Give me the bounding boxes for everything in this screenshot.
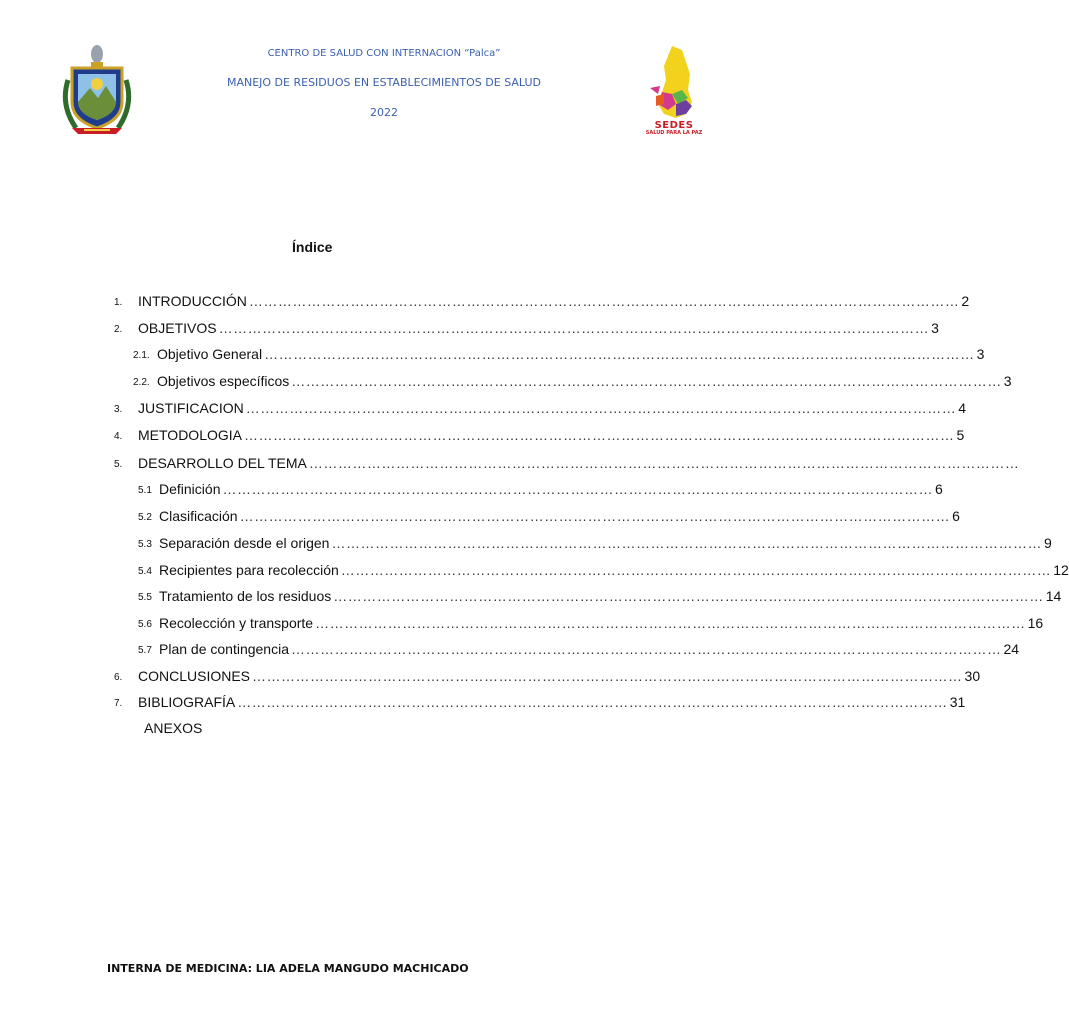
toc-page: 12 bbox=[1053, 562, 1069, 578]
toc-label: Clasificación bbox=[159, 508, 238, 524]
toc-label: Recolección y transporte bbox=[159, 615, 314, 631]
toc-page: 14 bbox=[1045, 588, 1062, 604]
toc-entry-plan-de-contingencia[interactable] bbox=[159, 641, 1020, 657]
toc-label: Plan de contingencia bbox=[159, 641, 289, 657]
toc-entry-metodologia[interactable] bbox=[138, 427, 965, 443]
toc-number: 1. bbox=[114, 297, 123, 308]
toc-number: 5. bbox=[114, 459, 123, 470]
toc-label: Recipientes para recolección bbox=[159, 562, 339, 578]
toc-page: 30 bbox=[964, 668, 981, 684]
toc-label: Tratamiento de los residuos bbox=[159, 588, 332, 604]
toc-entry-tratamiento[interactable] bbox=[159, 588, 1062, 604]
toc-entry-justificacion[interactable] bbox=[138, 400, 967, 416]
toc-entry-desarrollo-del-tema[interactable] bbox=[138, 455, 1020, 471]
toc-leader: ………………………………………………………………………………………………………………………………… bbox=[308, 455, 1020, 471]
toc-entry-definicion[interactable] bbox=[159, 481, 943, 497]
toc-label: INTRODUCCIÓN bbox=[138, 293, 247, 309]
toc-label: Objetivos específicos bbox=[157, 373, 290, 389]
toc-number: 5.6 bbox=[138, 619, 152, 630]
sedes-logo-sublabel: SALUD PARA LA PAZ bbox=[645, 130, 703, 136]
toc-leader: ………………………………………………………………………………………………………………………………… bbox=[315, 615, 1026, 631]
toc-leader: ………………………………………………………………………………………………………………………………… bbox=[331, 535, 1042, 551]
toc-number: 3. bbox=[114, 404, 123, 415]
toc-page: 5 bbox=[956, 427, 965, 443]
toc-entry-objetivo-general[interactable] bbox=[157, 346, 985, 362]
toc-number: 5.2 bbox=[138, 512, 152, 523]
toc-number: 5.4 bbox=[138, 566, 152, 577]
toc-entry-conclusiones[interactable] bbox=[138, 668, 981, 684]
toc-page: 3 bbox=[931, 320, 939, 336]
toc-label: CONCLUSIONES bbox=[138, 668, 251, 684]
toc-entry-separacion[interactable] bbox=[159, 535, 1052, 551]
toc-number: 5.5 bbox=[138, 592, 152, 603]
toc-label: ANEXOS bbox=[144, 720, 203, 736]
toc-page: 3 bbox=[976, 346, 985, 362]
toc-label: BIBLIOGRAFÍA bbox=[138, 694, 236, 710]
toc-number: 7. bbox=[114, 698, 123, 709]
toc-number: 2.2. bbox=[133, 377, 150, 388]
toc-leader: ………………………………………………………………………………………………………………………………… bbox=[340, 562, 1052, 578]
toc-page: 4 bbox=[958, 400, 967, 416]
toc-page: 2 bbox=[961, 293, 970, 309]
toc-entry-recipientes[interactable] bbox=[159, 562, 1069, 578]
toc-number: 5.7 bbox=[138, 645, 152, 656]
footer-author: INTERNA DE MEDICINA: LIA ADELA MANGUDO MACHICADO bbox=[107, 962, 469, 975]
toc-label: Separación desde el origen bbox=[159, 535, 330, 551]
toc-entry-recoleccion[interactable] bbox=[159, 615, 1044, 631]
toc-number: 2. bbox=[114, 324, 123, 335]
toc-leader: ………………………………………………………………………………………………………………………………… bbox=[248, 293, 960, 309]
toc-leader: ………………………………………………………………………………………………………………………………… bbox=[291, 373, 1002, 389]
toc-page: 16 bbox=[1027, 615, 1044, 631]
toc-label: OBJETIVOS bbox=[138, 320, 217, 336]
toc-entry-objetivos[interactable] bbox=[138, 320, 939, 336]
toc-page: 9 bbox=[1043, 535, 1052, 551]
toc-label: DESARROLLO DEL TEMA bbox=[138, 455, 307, 471]
toc-label: METODOLOGIA bbox=[138, 427, 242, 443]
toc-leader: ………………………………………………………………………………………………………………………………… bbox=[239, 508, 951, 524]
toc-leader: ………………………………………………………………………………………………………………………………… bbox=[333, 588, 1044, 604]
toc-leader: ………………………………………………………………………………………………………………………………… bbox=[243, 427, 955, 443]
toc-label: Definición bbox=[159, 481, 221, 497]
toc-page: 6 bbox=[952, 508, 960, 524]
header-institution: CENTRO DE SALUD CON INTERNACION “Palca” bbox=[267, 48, 501, 59]
header-year: 2022 bbox=[370, 106, 398, 119]
toc-number: 5.3 bbox=[138, 539, 152, 550]
toc-label: JUSTIFICACION bbox=[138, 400, 244, 416]
toc-number: 2.1. bbox=[133, 350, 150, 361]
toc-leader: ………………………………………………………………………………………………………………………………… bbox=[237, 694, 948, 710]
coat-of-arms-logo bbox=[58, 40, 136, 138]
toc-number: 6. bbox=[114, 672, 123, 683]
toc-number: 5.1 bbox=[138, 485, 152, 496]
toc-leader: ………………………………………………………………………………………………………………………………… bbox=[218, 320, 930, 336]
toc-entry-objetivos-especificos[interactable] bbox=[157, 373, 1012, 389]
toc-leader: ………………………………………………………………………………………………………………………………… bbox=[264, 346, 975, 362]
toc-number: 4. bbox=[114, 431, 123, 442]
toc-leader: ………………………………………………………………………………………………………………………………… bbox=[291, 641, 1002, 657]
toc-page: 6 bbox=[934, 481, 943, 497]
sedes-logo-text bbox=[644, 120, 704, 136]
toc-page: 3 bbox=[1003, 373, 1012, 389]
toc-entry-bibliografia[interactable] bbox=[138, 694, 966, 710]
toc-leader: ………………………………………………………………………………………………………………………………… bbox=[252, 668, 963, 684]
toc-page: 24 bbox=[1003, 641, 1020, 657]
toc-leader: ………………………………………………………………………………………………………………………………… bbox=[222, 481, 933, 497]
toc-leader: ………………………………………………………………………………………………………………………………… bbox=[245, 400, 957, 416]
toc-label: Objetivo General bbox=[157, 346, 263, 362]
toc-entry-anexos[interactable] bbox=[144, 720, 202, 736]
toc-title: Índice bbox=[292, 239, 333, 255]
toc-entry-introduccion[interactable] bbox=[138, 293, 970, 309]
toc-page: 31 bbox=[949, 694, 966, 710]
toc-entry-clasificacion[interactable] bbox=[159, 508, 960, 524]
header-document-title: MANEJO DE RESIDUOS EN ESTABLECIMIENTOS DE SALUD bbox=[226, 76, 542, 89]
sedes-logo-label: SEDES bbox=[654, 120, 694, 131]
